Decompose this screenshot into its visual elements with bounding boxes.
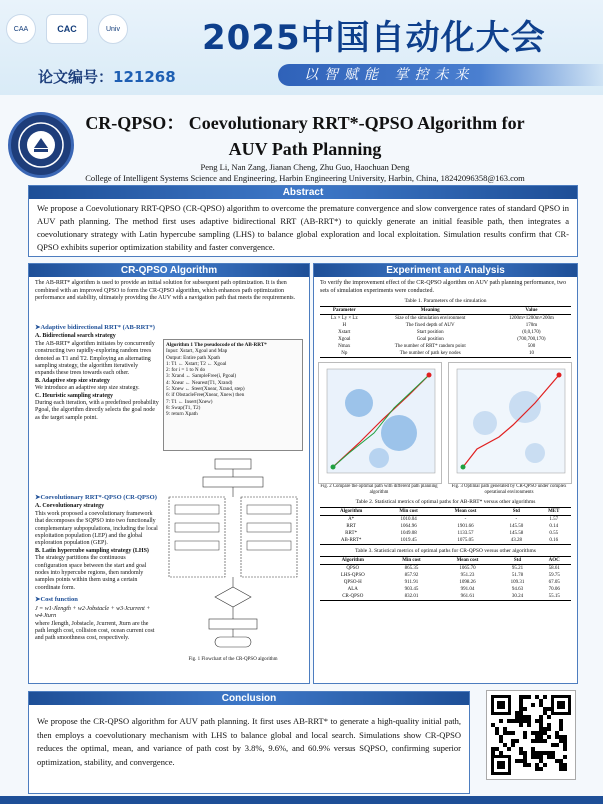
table-cell: 1098.26 xyxy=(459,580,476,586)
algorithm-line: 4: Xnear ← Nearest(T1, Xrand) xyxy=(166,379,233,386)
algorithm-line: 5: Xnew ← Steer(Xnear, Xrand, step) xyxy=(166,386,245,393)
table-cell: 70.06 xyxy=(548,587,560,593)
table-cell: 1133.57 xyxy=(457,531,474,537)
algorithm-line: Output: Entire path Xpath xyxy=(166,354,221,361)
algorithm-line: 9: return Xpath xyxy=(166,411,198,418)
algorithm-lines xyxy=(166,348,300,417)
table-cell: 911.91 xyxy=(404,580,419,586)
logo-row xyxy=(6,14,128,44)
strategy-b-title: B. Adaptive step size strategy xyxy=(35,377,110,384)
table-row xyxy=(320,586,571,593)
fig3-caption: Fig. 3 Optimal path generated by CR-QPSO under complex operational environments xyxy=(451,484,567,496)
path-comparison-figure xyxy=(318,362,442,484)
table-header-cell: Min cost xyxy=(386,557,438,565)
table-cell: 145.58 xyxy=(509,531,524,537)
table-cell: Goal position xyxy=(416,337,444,343)
table-cell: 832.01 xyxy=(386,593,438,601)
table-cell: Size of the simulation environment xyxy=(395,316,466,322)
qr-code-icon xyxy=(487,691,575,779)
caa-logo: CAA xyxy=(6,14,36,44)
table-header-cell: Parameter xyxy=(320,307,369,315)
abstract-text: We propose a Coevolutionary RRT-QPSO (CR-QPSO) algorithm to overcome the premature convergence and slow convergence rates of standard QPSO in AUV path planning. The method first uses adaptive bidirectional RRT (AB-RRT*) to quickly generate an initial feasible path, then integrates a coevolutionary strategy with Latin hypercube sampling (LHS) to balance global exploration and local exploitation. Simulation results confirm that CR-QPSO exhibits superior optimization stability and faster convergence. xyxy=(37,203,569,252)
cr-qpso-subheading: ➤Coevolutionary RRT*-QPSO (CR-QPSO) xyxy=(35,494,157,501)
title-line-1: CR-QPSO： Coevolutionary RRT*-QPSO Algorithm for xyxy=(85,113,525,133)
paper-id xyxy=(38,66,176,87)
figure-row xyxy=(318,362,573,496)
table-cell: 67.05 xyxy=(548,580,560,586)
algorithm-line: 3: Xrand ← SampleFree(i, Pgoal) xyxy=(166,373,237,380)
table-cell: 0.14 xyxy=(549,524,559,530)
experiment-heading: Experiment and Analysis xyxy=(314,264,577,277)
table-cell: 1075.05 xyxy=(435,537,496,545)
table-cell: 30.24 xyxy=(498,593,538,601)
flowchart xyxy=(163,457,303,667)
table-cell: QPSO xyxy=(346,566,360,572)
table-cell: A* xyxy=(348,517,355,523)
table-cell: 857.92 xyxy=(404,573,419,579)
abstract-heading: Abstract xyxy=(29,186,577,199)
lhs-title: B. Latin hypercube sampling strategy (LHS) xyxy=(35,547,149,554)
method-panel xyxy=(28,263,310,684)
table-cell: AB-RRT* xyxy=(320,537,382,545)
table-cell: Start position xyxy=(416,330,444,336)
cost-subheading: ➤Cost function xyxy=(35,596,78,604)
algorithm-line: 7: T1 ← Insert(Xnew) xyxy=(166,398,213,405)
table-cell: 961.61 xyxy=(437,593,497,601)
conclusion-heading: Conclusion xyxy=(29,692,469,705)
algorithm-line: 6: if ObstacleFree(Xnear, Xnew) then xyxy=(166,392,245,399)
paper-id-label: 论文编号： xyxy=(38,68,114,86)
table-header-cell: Algorithm xyxy=(320,508,382,516)
table-cell: 94.63 xyxy=(511,587,524,593)
parameter-table xyxy=(320,306,571,358)
slogan-banner: 以智赋能 掌控未来 xyxy=(278,64,603,86)
table-header-cell: Algorithm xyxy=(320,557,386,565)
table-cell: Xgoal xyxy=(338,337,351,343)
algorithm-line: 1: T1 ← Xstart; T2 ← Xgoal xyxy=(166,360,227,367)
table2-block xyxy=(320,499,571,545)
university-logo: Univ xyxy=(98,14,128,44)
table-cell: 1065.70 xyxy=(459,566,476,572)
table-cell: (0,0,170) xyxy=(522,330,541,336)
table-row xyxy=(320,565,571,573)
table-cell: QPSO-H xyxy=(343,580,362,586)
cr-qpso-path-plot xyxy=(449,363,571,483)
table3-block xyxy=(320,548,571,601)
table3-caption: Table 3. Statistical metrics of optimal paths for CR-QPSO versus other algorithms xyxy=(355,548,536,555)
fig2-caption: Fig. 2 Compare the optimal path with different path planning algorithm xyxy=(320,484,438,496)
table-row xyxy=(320,593,571,601)
table-row xyxy=(320,572,571,579)
coevo-text: This work proposed a coevolutionary framework that decomposes the SQPSO into two functionally complementary subpopulations, including the local exploitation population (LEP) and the global exploration population (GEP). xyxy=(35,510,158,547)
table-cell: 51.78 xyxy=(511,573,524,579)
table-cell: The number of RRT* random point xyxy=(394,344,466,350)
table-cell: 170m xyxy=(525,323,538,329)
qpso-comparison-table xyxy=(320,556,571,601)
table-cell: ALA xyxy=(347,587,358,593)
table-cell: 1064.96 xyxy=(400,524,417,530)
conference-banner xyxy=(0,0,603,95)
table-cell: 95.21 xyxy=(511,566,524,572)
table-cell: RRT* xyxy=(345,531,358,537)
cac-logo: CAC xyxy=(46,14,88,44)
table-cell: 58.61 xyxy=(548,566,560,572)
table-cell: 991.04 xyxy=(460,587,475,593)
table-header-cell: AOC xyxy=(537,557,571,565)
ab-rrt-subheading: ➤Adaptive bidirectional RRT* (AB-RRT*) xyxy=(35,324,155,331)
cost-text: where Jlength, Jobstacle, Jcurrent, Jturn are the path length cost, collision cost, ocean current cost and path smoothness cost, respectively. xyxy=(35,620,155,642)
cr-qpso-path-figure xyxy=(448,362,572,484)
table-cell: The fixed depth of AUV xyxy=(405,323,455,329)
authors: Peng Li, Nan Zang, Jianan Cheng, Zhu Guo, Haochuan Deng xyxy=(200,162,410,172)
table-cell: 1019.45 xyxy=(382,537,435,545)
strategy-b-text: We introduce an adaptive step size strategy. xyxy=(35,385,140,392)
fig3-block xyxy=(448,362,572,496)
table-cell: 59.75 xyxy=(548,573,560,579)
table-cell: 109.31 xyxy=(510,580,525,586)
table-cell: - xyxy=(464,517,467,523)
qr-code xyxy=(486,690,576,780)
table-row xyxy=(320,537,571,545)
conclusion-panel xyxy=(28,691,470,794)
conference-title: 2025中国自动化大会 xyxy=(202,18,546,58)
table-cell: 145.50 xyxy=(509,524,524,530)
table-cell: H xyxy=(342,323,347,329)
table-cell: CR-QPSO xyxy=(320,593,386,601)
table-cell: 0.16 xyxy=(537,537,571,545)
table-cell: 10 xyxy=(492,350,571,358)
table-header-cell: Std xyxy=(498,557,538,565)
abstract-panel xyxy=(28,185,578,257)
algorithm-box xyxy=(163,339,303,451)
title-line-2: AUV Path Planning xyxy=(228,139,382,159)
table-cell: 865.35 xyxy=(404,566,419,572)
table-row xyxy=(320,350,571,358)
experiment-panel xyxy=(313,263,578,684)
table-row xyxy=(320,329,571,336)
paper-title xyxy=(70,110,540,162)
path-comparison-plot xyxy=(319,363,441,483)
fig2-block xyxy=(318,362,442,496)
table-header-cell: Mean cost xyxy=(435,508,496,516)
table-cell: RRT xyxy=(346,524,356,530)
cr-qpso-section xyxy=(35,492,159,643)
strategy-c-title: C. Heuristic sampling strategy xyxy=(35,392,113,399)
table-header-cell: MET xyxy=(537,508,571,516)
table-cell: 1010.04 xyxy=(400,517,417,523)
table-cell: - xyxy=(515,517,518,523)
method-heading: CR-QPSO Algorithm xyxy=(29,264,309,277)
table-cell: 43.28 xyxy=(496,537,536,545)
table-row xyxy=(320,530,571,537)
method-intro: The AB-RRT* algorithm is used to provide an initial solution for subsequent path optimization. It is then combined with an improved QPSO to form the CR-QPSO algorithm, which enhances path optimization performance and stability, ultimately providing the AUV with a navigation path that meets the requirements. xyxy=(35,280,296,302)
table-cell: 903.45 xyxy=(404,587,419,593)
conclusion-text: We propose the CR-QPSO algorithm for AUV path planning. It first uses AB-RRT* to generate a high-quality initial path, then employs a coevolutionary mechanism with LHS to balance global and local search. Simulations show CR-QPSO reduces the optimal, mean, and variance of path cost by 3.8%, 9.6%, and 60.9% versus SQPSO, confirming superior optimization, stability, and convergence. xyxy=(37,716,461,767)
algorithm-line: Input: Xstart, Xgoal and Map xyxy=(166,348,228,355)
table-row xyxy=(320,315,571,323)
table-row xyxy=(320,336,571,343)
table-row xyxy=(320,343,571,350)
table-cell: 1049.08 xyxy=(400,531,417,537)
affiliation: College of Intelligent Systems Science and Engineering, Harbin Engineering University, Harbin, China, 18242096358@163.com xyxy=(85,173,525,183)
cost-formula: J = w1·Jlength + w2·Jobstacle + w3·Jcurrent + w4·Jturn xyxy=(35,605,151,620)
table1-block xyxy=(320,298,571,358)
lhs-text: The strategy partitions the continuous configuration space between the start and goal nodes into hypercube regions, then randomly samples points within them using a certain coordinate form. xyxy=(35,555,147,591)
algorithm-title: Algorithm 1 The pseudocode of the AB-RRT* xyxy=(166,342,267,348)
table-header-cell: Value xyxy=(492,307,571,315)
table-cell: 1901.66 xyxy=(457,524,474,530)
table-cell: 55.15 xyxy=(537,593,571,601)
table-cell: The number of path key nodes xyxy=(369,350,492,358)
table-header-cell: Min cost xyxy=(382,508,435,516)
flowchart-diagram xyxy=(163,457,303,652)
table-cell: (700,700,170) xyxy=(517,337,546,343)
ab-rrt-section xyxy=(35,322,159,422)
table1-caption: Table 1. Parameters of the simulation xyxy=(404,298,487,305)
table-row xyxy=(320,579,571,586)
table-row xyxy=(320,322,571,329)
table-cell: LHS-QPSO xyxy=(340,573,365,579)
table-row xyxy=(320,523,571,530)
table-header-cell: Std xyxy=(496,508,536,516)
table2-caption: Table 2. Statistical metrics of optimal paths for AB-RRT* versus other algorithms xyxy=(355,499,536,506)
table-header-cell: Meaning xyxy=(369,307,492,315)
table-cell: 1.57 xyxy=(549,517,559,523)
algorithm-line: 8: Swap(T1, T2) xyxy=(166,404,201,411)
table-cell: 951.23 xyxy=(460,573,475,579)
table-cell: 0.55 xyxy=(549,531,559,537)
experiment-intro: To verify the improvement effect of the CR-QPSO algorithm on AUV path planning performance, two sets of simulation experiments were conducted. xyxy=(320,280,567,294)
table-cell: Lx × Ly × Lz xyxy=(330,316,358,322)
table-header-cell: Mean cost xyxy=(437,557,497,565)
table-cell: 1200m×1200m×200m xyxy=(509,316,554,322)
table-row xyxy=(320,516,571,524)
algorithm-line: 2: for i = 1 to N do xyxy=(166,367,206,374)
table-cell: 500 xyxy=(527,344,536,350)
flowchart-caption: Fig. 1 Flowchart of the CR-QPSO algorithm xyxy=(188,657,278,662)
table-cell: Nmax xyxy=(338,344,351,350)
strategy-a-title: A. Bidirectional search strategy xyxy=(35,333,116,340)
strategy-c-text: During each iteration, with a predefined probability Pgoal, the algorithm directly selects the goal node as the target sample point. xyxy=(35,400,159,421)
rrt-comparison-table xyxy=(320,507,571,545)
table-cell: Np xyxy=(320,350,369,358)
coevo-title: A. Coevolutionary strategy xyxy=(35,503,105,510)
bottom-bar xyxy=(0,796,603,804)
strategy-a-text: The AB-RRT* algorithm initiates by concurrently constructing two rapidly-exploring random trees denoted as T1 and T2. Employing an alternating sampling strategy, the algorithm iteratively expands these trees towards each other. xyxy=(35,340,155,377)
table-cell: Xstart xyxy=(338,330,351,336)
paper-id-number: 121268 xyxy=(113,68,176,86)
